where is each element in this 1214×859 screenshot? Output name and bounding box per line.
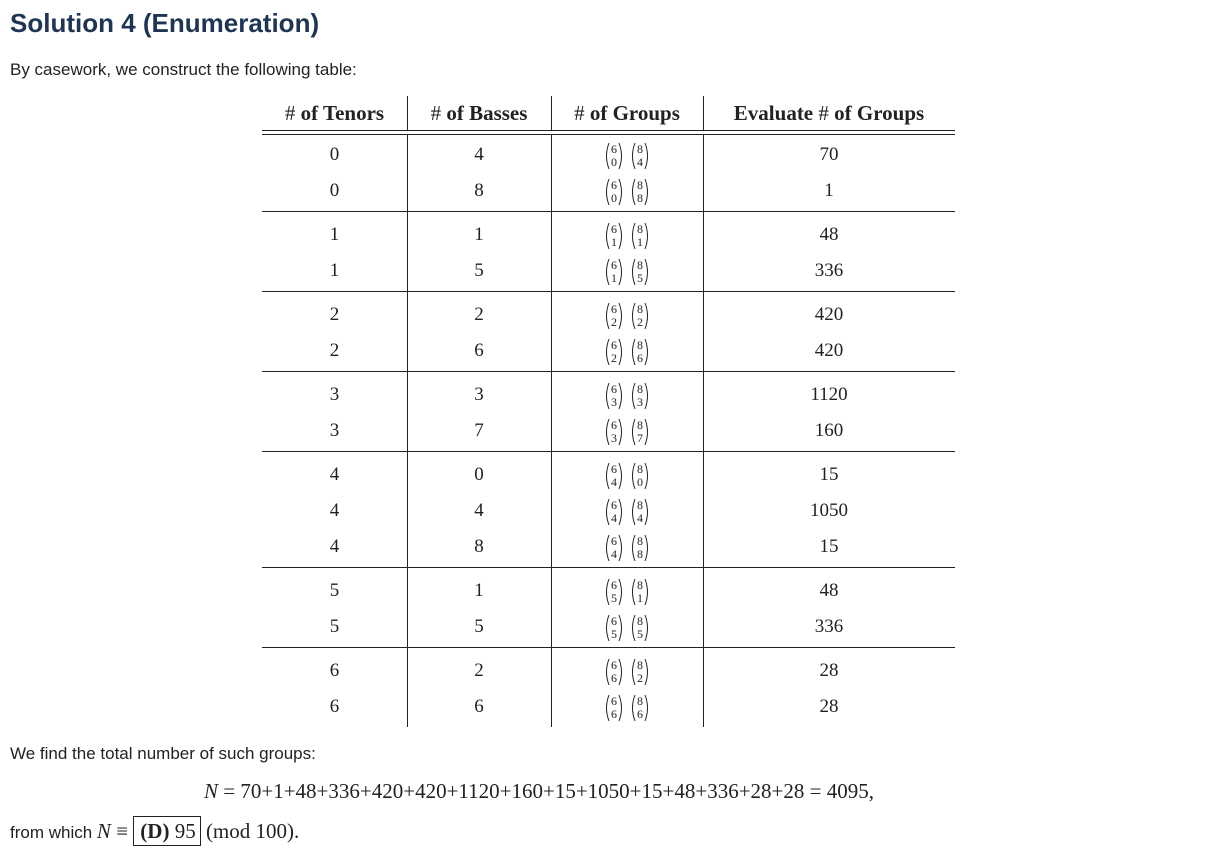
right-paren — [644, 258, 650, 286]
binom-stack — [636, 179, 644, 205]
binom-top: 8 — [637, 533, 643, 548]
binomial-tenors — [604, 177, 624, 207]
binom-bottom: 1 — [611, 234, 617, 249]
binomial-basses — [630, 257, 650, 287]
value-cell: 28 — [819, 696, 839, 717]
binomial-tenors — [604, 141, 624, 171]
binom-bottom: 5 — [611, 590, 617, 605]
equation-sum: 70+1+48+336+420+420+1120+160+15+1050+15+48+336+28+28 — [240, 779, 805, 803]
binom-top: 8 — [637, 337, 643, 352]
binom-bottom: 8 — [637, 546, 643, 561]
binom-bottom: 1 — [637, 234, 643, 249]
basses-cell: 6 — [474, 696, 484, 717]
right-paren — [618, 338, 624, 366]
binom-top: 8 — [637, 221, 643, 236]
binomial-product — [604, 610, 650, 646]
binom-bottom: 1 — [637, 590, 643, 605]
binom-top: 6 — [611, 693, 617, 708]
binom-top: 8 — [637, 613, 643, 628]
modulus-text: (mod 100). — [200, 819, 300, 843]
binom-bottom: 2 — [637, 314, 643, 329]
binomial-product — [604, 218, 650, 254]
right-paren — [644, 302, 650, 330]
binom-bottom: 4 — [611, 510, 617, 525]
header-tenors — [262, 96, 407, 132]
binom-stack — [636, 143, 644, 169]
binom-stack — [636, 535, 644, 561]
table-row — [262, 609, 955, 645]
tenors-cell: 2 — [329, 340, 340, 361]
binom-bottom: 5 — [637, 626, 643, 641]
tenors-cell: 1 — [329, 224, 340, 245]
right-paren — [644, 382, 650, 410]
group-separator — [262, 211, 955, 212]
value-cell: 420 — [814, 340, 844, 361]
groups-cell — [551, 689, 703, 725]
right-paren — [618, 258, 624, 286]
right-paren — [644, 178, 650, 206]
conclusion-variable: N — [96, 819, 111, 843]
tenors-cell: 4 — [329, 536, 340, 557]
basses-cell: 4 — [474, 500, 484, 521]
binom-stack — [610, 615, 618, 641]
groups-cell — [551, 217, 703, 253]
table-row — [262, 173, 955, 209]
group-separator — [262, 451, 955, 452]
binom-bottom: 6 — [637, 706, 643, 721]
binom-bottom: 4 — [611, 474, 617, 489]
binom-top: 6 — [611, 381, 617, 396]
group-separator — [262, 647, 955, 648]
table-row — [262, 457, 955, 493]
binom-bottom: 4 — [637, 154, 643, 169]
right-paren — [618, 694, 624, 722]
tenors-cell: 1 — [329, 260, 340, 281]
binomial-basses — [630, 497, 650, 527]
groups-cell — [551, 377, 703, 413]
binomial-product — [604, 298, 650, 334]
binom-top: 6 — [611, 533, 617, 548]
groups-cell — [551, 493, 703, 529]
tenors-cell: 5 — [329, 616, 340, 637]
groups-cell — [551, 173, 703, 209]
value-cell: 15 — [819, 536, 839, 557]
binomial-basses — [630, 141, 650, 171]
groups-cell — [551, 529, 703, 565]
binom-top: 6 — [611, 177, 617, 192]
binomial-tenors — [604, 613, 624, 643]
right-paren — [618, 178, 624, 206]
binomial-product — [604, 414, 650, 450]
right-paren — [618, 418, 624, 446]
column-divider — [551, 134, 552, 727]
header-double-rule-bottom — [262, 134, 955, 135]
value-cell: 336 — [814, 260, 844, 281]
binom-top: 6 — [611, 417, 617, 432]
binomial-product — [604, 654, 650, 690]
value-cell: 1 — [824, 180, 834, 201]
right-paren — [618, 658, 624, 686]
binom-stack — [636, 615, 644, 641]
binom-stack — [610, 143, 618, 169]
header-text: of Groups — [584, 101, 680, 125]
binom-stack — [610, 179, 618, 205]
binomial-tenors — [604, 657, 624, 687]
binomial-basses — [630, 613, 650, 643]
tenors-cell: 0 — [329, 180, 340, 201]
binomial-basses — [630, 337, 650, 367]
binom-top: 8 — [637, 577, 643, 592]
basses-cell: 5 — [474, 616, 484, 637]
binomial-product — [604, 690, 650, 726]
binomial-tenors — [604, 533, 624, 563]
binomial-tenors — [604, 461, 624, 491]
binomial-basses — [630, 301, 650, 331]
binom-stack — [636, 695, 644, 721]
binom-stack — [636, 463, 644, 489]
table-header-row — [262, 96, 955, 132]
value-cell: 1050 — [810, 500, 848, 521]
basses-cell: 3 — [474, 384, 484, 405]
answer-value: 95 — [169, 819, 196, 843]
binomial-tenors — [604, 221, 624, 251]
binomial-product — [604, 334, 650, 370]
tenors-cell: 2 — [329, 304, 340, 325]
basses-cell: 8 — [474, 180, 484, 201]
right-paren — [618, 462, 624, 490]
binomial-product — [604, 530, 650, 566]
right-paren — [618, 382, 624, 410]
solution-heading: Solution 4 (Enumeration) — [10, 8, 320, 38]
equation-equals: = — [218, 779, 241, 803]
binom-stack — [610, 579, 618, 605]
groups-cell — [551, 653, 703, 689]
right-paren — [644, 338, 650, 366]
group-separator — [262, 567, 955, 568]
right-paren — [618, 578, 624, 606]
right-paren — [644, 498, 650, 526]
tenors-cell: 3 — [329, 420, 340, 441]
value-cell: 48 — [819, 224, 839, 245]
binom-bottom: 3 — [611, 394, 617, 409]
binom-bottom: 7 — [637, 430, 643, 445]
binom-stack — [610, 419, 618, 445]
header-column-divider — [407, 96, 408, 130]
binomial-basses — [630, 533, 650, 563]
binom-bottom: 1 — [611, 270, 617, 285]
binomial-tenors — [604, 497, 624, 527]
right-paren — [644, 658, 650, 686]
binomial-tenors — [604, 257, 624, 287]
right-paren — [644, 142, 650, 170]
right-paren — [644, 462, 650, 490]
tenors-cell: 0 — [329, 144, 340, 165]
value-cell: 160 — [814, 420, 844, 441]
table-row — [262, 253, 955, 289]
binom-bottom: 4 — [637, 510, 643, 525]
binomial-basses — [630, 177, 650, 207]
groups-cell — [551, 573, 703, 609]
value-cell: 28 — [819, 660, 839, 681]
right-paren — [618, 302, 624, 330]
groups-cell — [551, 253, 703, 289]
header-text: of Tenors — [295, 101, 385, 125]
binom-bottom: 4 — [611, 546, 617, 561]
binom-stack — [610, 223, 618, 249]
binomial-product — [604, 254, 650, 290]
groups-cell — [551, 413, 703, 449]
right-paren — [644, 222, 650, 250]
binomial-product — [604, 458, 650, 494]
binom-stack — [610, 463, 618, 489]
basses-cell: 7 — [474, 420, 484, 441]
binom-stack — [636, 659, 644, 685]
binomial-basses — [630, 417, 650, 447]
binomial-tenors — [604, 337, 624, 367]
answer-box — [133, 816, 200, 846]
binom-bottom: 6 — [637, 350, 643, 365]
binomial-tenors — [604, 693, 624, 723]
binom-top: 8 — [637, 257, 643, 272]
hash-symbol: # — [574, 101, 585, 125]
binomial-tenors — [604, 301, 624, 331]
binom-top: 8 — [637, 497, 643, 512]
tenors-cell: 3 — [329, 384, 340, 405]
binom-top: 6 — [611, 657, 617, 672]
binomial-basses — [630, 657, 650, 687]
binom-stack — [610, 659, 618, 685]
binom-top: 8 — [637, 461, 643, 476]
header-column-divider — [703, 96, 704, 130]
table-row — [262, 377, 955, 413]
binomial-basses — [630, 461, 650, 491]
column-divider — [407, 134, 408, 727]
hash-symbol: # — [284, 101, 296, 125]
binom-bottom: 2 — [611, 314, 617, 329]
groups-cell — [551, 137, 703, 173]
binom-stack — [610, 383, 618, 409]
header-prefix: Evaluate — [733, 101, 819, 125]
binom-bottom: 6 — [611, 706, 617, 721]
binom-stack — [610, 339, 618, 365]
basses-cell: 0 — [474, 464, 484, 485]
value-cell: 1120 — [810, 384, 848, 405]
basses-cell: 1 — [474, 224, 484, 245]
groups-cell — [551, 609, 703, 645]
header-double-rule-top — [262, 130, 955, 131]
sum-equation — [204, 776, 874, 806]
binomial-basses — [630, 381, 650, 411]
hash-symbol: # — [430, 101, 442, 125]
congruent-symbol: ≡ — [110, 819, 134, 843]
right-paren — [618, 534, 624, 562]
groups-cell — [551, 333, 703, 369]
binom-top: 6 — [611, 497, 617, 512]
binom-top: 8 — [637, 141, 643, 156]
value-cell: 48 — [819, 580, 839, 601]
value-cell: 336 — [814, 616, 844, 637]
group-separator — [262, 371, 955, 372]
table-row — [262, 297, 955, 333]
binom-bottom: 5 — [611, 626, 617, 641]
binom-stack — [636, 579, 644, 605]
binom-bottom: 2 — [611, 350, 617, 365]
binom-bottom: 3 — [637, 394, 643, 409]
table-row — [262, 689, 955, 725]
binom-top: 8 — [637, 693, 643, 708]
groups-cell — [551, 297, 703, 333]
header-column-divider — [551, 96, 552, 130]
intro-text: By casework, we construct the following table: — [10, 60, 357, 79]
header-groups — [551, 96, 703, 132]
table-row — [262, 413, 955, 449]
basses-cell: 2 — [474, 304, 484, 325]
binom-stack — [636, 303, 644, 329]
right-paren — [618, 614, 624, 642]
binom-stack — [636, 223, 644, 249]
header-text: of Basses — [441, 101, 528, 125]
binom-top: 6 — [611, 461, 617, 476]
group-separator — [262, 291, 955, 292]
right-paren — [644, 694, 650, 722]
binomial-tenors — [604, 381, 624, 411]
binom-top: 8 — [637, 657, 643, 672]
right-paren — [644, 578, 650, 606]
binom-stack — [610, 303, 618, 329]
binom-bottom: 0 — [611, 154, 617, 169]
table-row — [262, 573, 955, 609]
basses-cell: 1 — [474, 580, 484, 601]
table-row — [262, 529, 955, 565]
binom-top: 8 — [637, 301, 643, 316]
basses-cell: 4 — [474, 144, 484, 165]
right-paren — [618, 498, 624, 526]
groups-cell — [551, 457, 703, 493]
value-cell: 420 — [814, 304, 844, 325]
binom-top: 6 — [611, 337, 617, 352]
binom-top: 6 — [611, 141, 617, 156]
right-paren — [618, 142, 624, 170]
table-row — [262, 653, 955, 689]
binomial-product — [604, 574, 650, 610]
value-cell: 15 — [819, 464, 839, 485]
binom-bottom: 0 — [637, 474, 643, 489]
table-row — [262, 333, 955, 369]
table-row — [262, 137, 955, 173]
binom-top: 6 — [611, 577, 617, 592]
tenors-cell: 6 — [329, 660, 340, 681]
right-paren — [644, 418, 650, 446]
binomial-basses — [630, 221, 650, 251]
tenors-cell: 5 — [329, 580, 340, 601]
binom-bottom: 5 — [637, 270, 643, 285]
right-paren — [618, 222, 624, 250]
binom-bottom: 0 — [611, 190, 617, 205]
binom-top: 6 — [611, 613, 617, 628]
binom-stack — [610, 259, 618, 285]
binomial-basses — [630, 693, 650, 723]
header-text: of Groups — [828, 101, 925, 125]
binom-bottom: 6 — [611, 670, 617, 685]
binom-bottom: 3 — [611, 430, 617, 445]
binom-bottom: 8 — [637, 190, 643, 205]
binomial-product — [604, 378, 650, 414]
basses-cell: 8 — [474, 536, 484, 557]
binomial-basses — [630, 577, 650, 607]
binom-stack — [610, 499, 618, 525]
table-row — [262, 493, 955, 529]
header-evaluate — [703, 96, 955, 132]
binom-top: 6 — [611, 301, 617, 316]
binomial-tenors — [604, 577, 624, 607]
column-divider — [703, 134, 704, 727]
equation-variable: N — [204, 779, 219, 803]
binom-stack — [610, 535, 618, 561]
binom-top: 8 — [637, 417, 643, 432]
binom-stack — [636, 499, 644, 525]
right-paren — [644, 534, 650, 562]
binom-top: 8 — [637, 381, 643, 396]
binom-top: 6 — [611, 221, 617, 236]
binomial-product — [604, 494, 650, 530]
header-basses — [407, 96, 551, 132]
binomial-product — [604, 138, 650, 174]
binom-stack — [636, 419, 644, 445]
basses-cell: 6 — [474, 340, 484, 361]
tenors-cell: 6 — [329, 696, 340, 717]
binomial-tenors — [604, 417, 624, 447]
binom-bottom: 2 — [637, 670, 643, 685]
binom-stack — [636, 259, 644, 285]
answer-letter: (D) — [140, 819, 170, 843]
binom-top: 6 — [611, 257, 617, 272]
binom-stack — [636, 383, 644, 409]
tenors-cell: 4 — [329, 500, 340, 521]
binom-top: 8 — [637, 177, 643, 192]
conclusion-prefix: from which — [10, 823, 97, 842]
basses-cell: 5 — [474, 260, 484, 281]
conclusion-math — [97, 819, 133, 843]
binomial-product — [604, 174, 650, 210]
binom-stack — [636, 339, 644, 365]
equation-result: = 4095, — [804, 779, 874, 803]
table-row — [262, 217, 955, 253]
tenors-cell: 4 — [329, 464, 340, 485]
hash-symbol: # — [818, 101, 829, 125]
basses-cell: 2 — [474, 660, 484, 681]
total-label: We find the total number of such groups: — [10, 744, 316, 763]
value-cell: 70 — [819, 144, 839, 165]
conclusion-text — [10, 816, 299, 848]
right-paren — [644, 614, 650, 642]
binom-stack — [610, 695, 618, 721]
